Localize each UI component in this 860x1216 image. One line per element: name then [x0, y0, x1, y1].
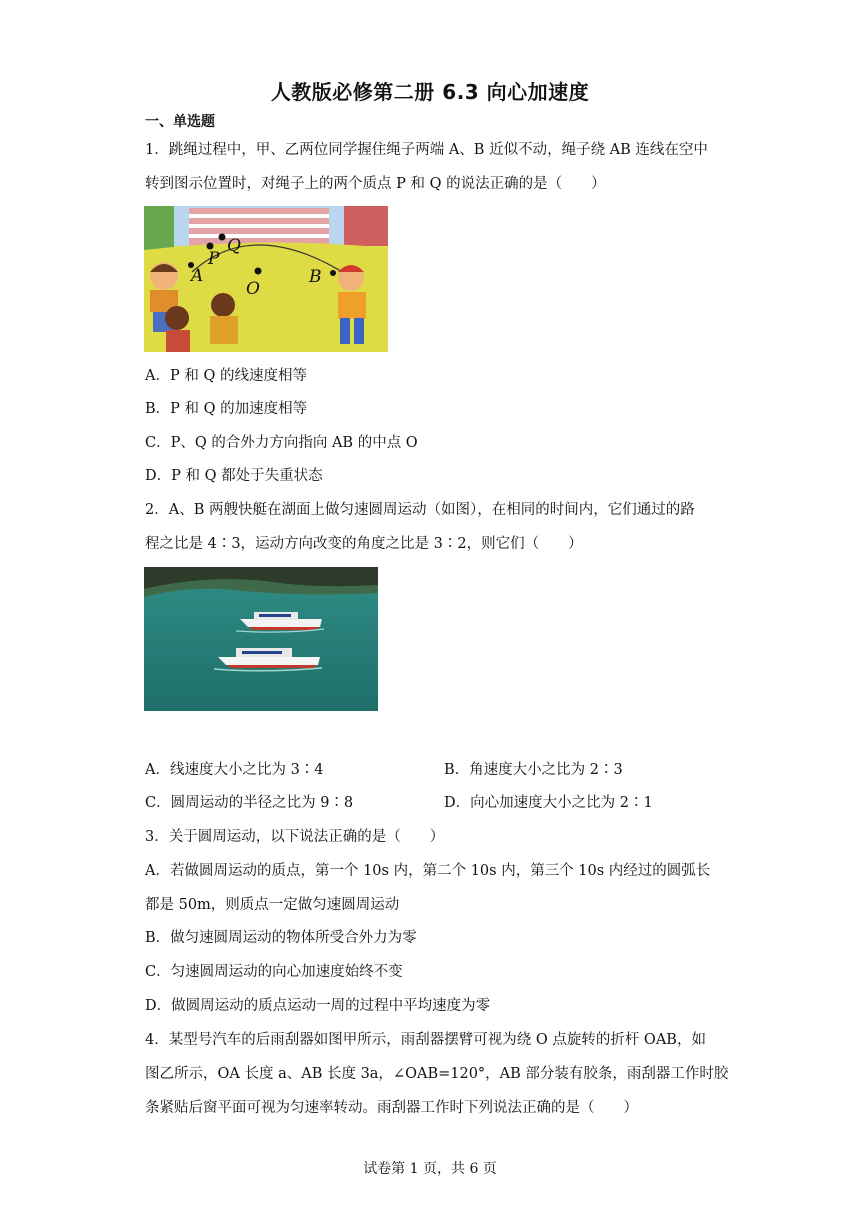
page-title: 人教版必修第二册 6.3 向心加速度 — [270, 80, 590, 104]
q1-option-b: B．P 和 Q 的加速度相等 — [145, 401, 308, 417]
q3-stem: 3．关于圆周运动，以下说法正确的是（ ） — [145, 829, 445, 845]
q1-stem-line1: 1．跳绳过程中，甲、乙两位同学握住绳子两端 A、B 近似不动，绳子绕 AB 连线在空中 — [145, 142, 708, 158]
page-footer: 试卷第 1 页，共 6 页 — [363, 1161, 497, 1177]
q2-option-d: D．向心加速度大小之比为 2∶1 — [444, 795, 653, 811]
q1-jump-rope-figure — [144, 206, 388, 352]
q3-option-b: B．做匀速圆周运动的物体所受合外力为零 — [145, 930, 417, 946]
q3-option-a-line2: 都是 50m，则质点一定做匀速圆周运动 — [145, 897, 400, 913]
q1-stem-line2: 转到图示位置时，对绳子上的两个质点 P 和 Q 的说法正确的是（ ） — [145, 176, 606, 192]
q2-option-a: A．线速度大小之比为 3∶4 — [145, 762, 324, 778]
q1-option-d: D．P 和 Q 都处于失重状态 — [145, 468, 323, 484]
q4-stem-line3: 条紧贴后窗平面可视为匀速率转动。雨刮器工作时下列说法正确的是（ ） — [145, 1100, 638, 1116]
section-heading: 一、单选题 — [145, 114, 215, 130]
q2-stem-line2: 程之比是 4∶3，运动方向改变的角度之比是 3∶2，则它们（ ） — [145, 536, 583, 552]
q2-option-c: C．圆周运动的半径之比为 9∶8 — [145, 795, 354, 811]
q3-option-c: C．匀速圆周运动的向心加速度始终不变 — [145, 964, 403, 980]
q4-stem-line1: 4．某型号汽车的后雨刮器如图甲所示，雨刮器摆臂可视为绕 O 点旋转的折杆 OAB，如 — [145, 1032, 706, 1048]
q1-option-a: A．P 和 Q 的线速度相等 — [145, 368, 307, 384]
label-Q: Q — [227, 236, 241, 256]
label-B: B — [309, 267, 322, 287]
q3-option-d: D．做圆周运动的质点运动一周的过程中平均速度为零 — [145, 998, 491, 1014]
q4-stem-line2: 图乙所示，OA 长度 a、AB 长度 3a，∠OAB=120°，AB 部分装有胶条，雨刮器工作时胶 — [145, 1066, 729, 1082]
label-A: A — [191, 266, 204, 286]
q2-stem-line1: 2．A、B 两艘快艇在湖面上做匀速圆周运动（如图），在相同的时间内，它们通过的路 — [145, 502, 695, 518]
q2-speedboats-photo — [144, 567, 378, 711]
label-P: P — [208, 249, 220, 269]
q3-option-a-line1: A．若做圆周运动的质点，第一个 10s 内，第二个 10s 内，第三个 10s 内经过的圆弧长 — [145, 863, 711, 879]
q2-option-b: B．角速度大小之比为 2∶3 — [444, 762, 623, 778]
label-O: O — [246, 279, 260, 299]
q1-option-c: C．P、Q 的合外力方向指向 AB 的中点 O — [145, 435, 418, 451]
